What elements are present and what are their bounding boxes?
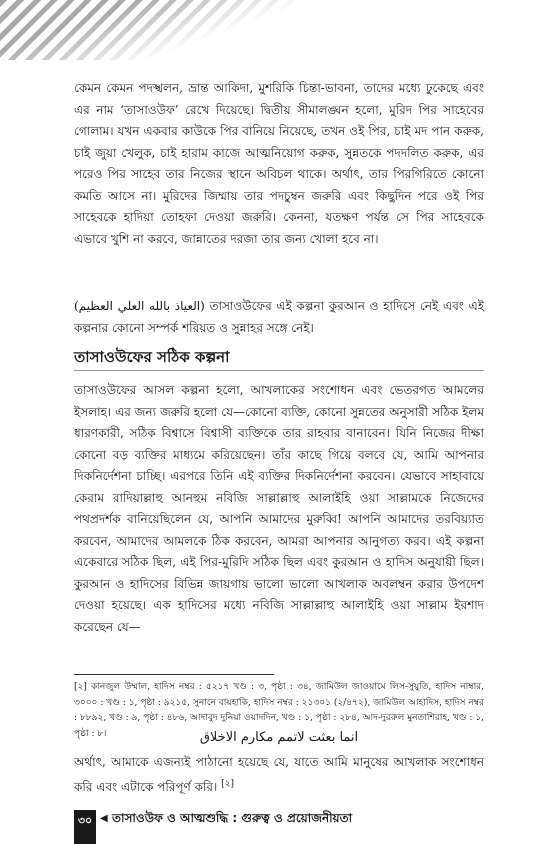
paragraph bbox=[74, 296, 484, 339]
paragraph: কেমন কেমন পদস্খলন, ভ্রান্ত আকিদা, মুশরিকি চিন্তা-ভাবনা, তাদের মধ্যে ঢুকেছে এবং এর নাম ‘তাসাওউফ’ রেখে দিয়েছে। দ্বিতীয় সীমালঙ্ঘন হলো, মুরিদ পির সাহেবের গোলাম। যখন একবার কাউকে পির বানিয়ে নিয়েছে, তখন ওই পির, চাই মদ পান করুক, চাই জুয়া খেলুক, চাই হারাম কাজে আত্মনিয়োগ করুক, সুন্নতকে পদদলিত করুক, এর পরেও পির সাহেব তার নিজের স্থানে অবিচল থাকে। অর্থাৎ, তার পিরগিরিতে কোনো কমতি আসে না। মুরিদের জিম্মায় তার পদচুম্বন জরুরি এবং কিছুদিন পরে ওই পির সাহেবকে হাদিয়া তোহফা দেওয়া জরুরি। কেননা, যতক্ষণ পর্যন্ত সে পির সাহেবকে এভাবে খুশি না করবে, জান্নাতের দরজা তার জন্য খোলা হবে না। bbox=[74, 81, 484, 246]
paragraph-text: তাসাওউফের এই কল্পনা কুরআন ও হাদিসে নেই এবং এই কল্পনার কোনো সম্পর্ক শরিয়ত ও সুন্নাহর সঙ্গে নেই। bbox=[74, 299, 484, 335]
arrow-left-icon: ◀ bbox=[100, 813, 108, 824]
footnote: [২] কানজুল উম্মাল, হাদিস নম্বর : ৫২১৭ খণ্ড : ৩, পৃষ্ঠা : ৩৪, জামিউল জাওয়ামে লিস-সুয়ুতি, হাদিস নাম্বার, ৩০০০ : খণ্ড : ১, পৃষ্ঠা : ৯২১৫, সুনানে বায়হাকি, হাদিস নম্বর : ২১৩০১ (২/৪৭২), জামিউল আহাদিস, হাদিস নম্বর : ৮৮৯২, খণ্ড : ৯, পৃষ্ঠা : ৪৮৬, আদাবুদ দুনিয়া ওয়াদদিন, খণ্ড : ১, পৃষ্ঠা : ২৮৪, আদ-দুররুল মুনতাশিরাহ, খণ্ড : ১, পৃষ্ঠা : ৮। bbox=[74, 682, 484, 739]
paragraph bbox=[74, 752, 484, 798]
paragraph-text: অর্থাৎ, আমাকে এজন্যই পাঠানো হয়েছে যে, যাতে আমি মানুষের আখলাক সংশোধন করি এবং এটাকে পরিপূর্ণ করি। bbox=[74, 755, 484, 794]
arabic-invocation: (العياذ بالله العلي العظيم) bbox=[74, 299, 205, 313]
heading-divider bbox=[74, 370, 484, 371]
section-heading: তাসাওউফের সঠিক কল্পনা bbox=[74, 348, 230, 366]
footnote-divider bbox=[74, 674, 274, 675]
running-title: তাসাওউফ ও আত্মশুদ্ধি : গুরুত্ব ও প্রয়োজনীয়তা bbox=[112, 811, 353, 825]
arabic-quote: انما بعثت لاتمم مكارم الاخلاق bbox=[199, 730, 359, 745]
footnote-reference: [২] bbox=[221, 778, 235, 789]
paragraph: তাসাওউফের আসল কল্পনা হলো, আখলাকের সংশোধন এবং ভেতরগত আমলের ইসলাহ। এর জন্য জরুরি হলো যে—কোনো ব্যক্তি, কোনো সুন্নতের অনুসারী সঠিক ইলম ধারণকারী, সঠিক বিশ্বাসে বিশ্বাসী ব্যক্তিকে তার রাহবার বানাবেন। যিনি নিজের দীক্ষা কোনো বড় ব্যক্তির মাধ্যমে করিয়েছেন। তাঁর কাছে গিয়ে বলবে যে, আমি আপনার দিকনির্দেশনা চাচ্ছি। এরপরে তিনি এই ব্যক্তির দিকনির্দেশনা করবেন। যেভাবে সাহাবায়ে কেরাম রাদিয়াল্লাহু আনহুম নবিজি সাল্লাল্লাহু আলাইহি ওয়া সাল্লামকে নিজেদের পথপ্রদর্শক বানিয়েছিলেন যে, আপনি আমাদের মুরুব্বি! আপনি আমাদের তরবিয়্যাত করবেন, আমাদের আমলকে ঠিক করবেন, আমরা আপনার আনুগত্য করব। এই কল্পনা একেবারে সঠিক ছিল, এই পির-মুরিদি সঠিক ছিল এবং কুরআন ও হাদিস অনুযায়ী ছিল। কুরআন ও হাদিসের বিভিন্ন জায়গায় ভালো ভালো আখলাক অবলম্বন করার উপদেশ দেওয়া হয়েছে। এক হাদিসের মধ্যে নবিজি সাল্লাল্লাহু আলাইহি ওয়া সাল্লাম ইরশাদ করেছেন যে— bbox=[74, 383, 484, 634]
decorative-stripes bbox=[0, 0, 300, 60]
page-number: ৩০ bbox=[77, 814, 93, 827]
